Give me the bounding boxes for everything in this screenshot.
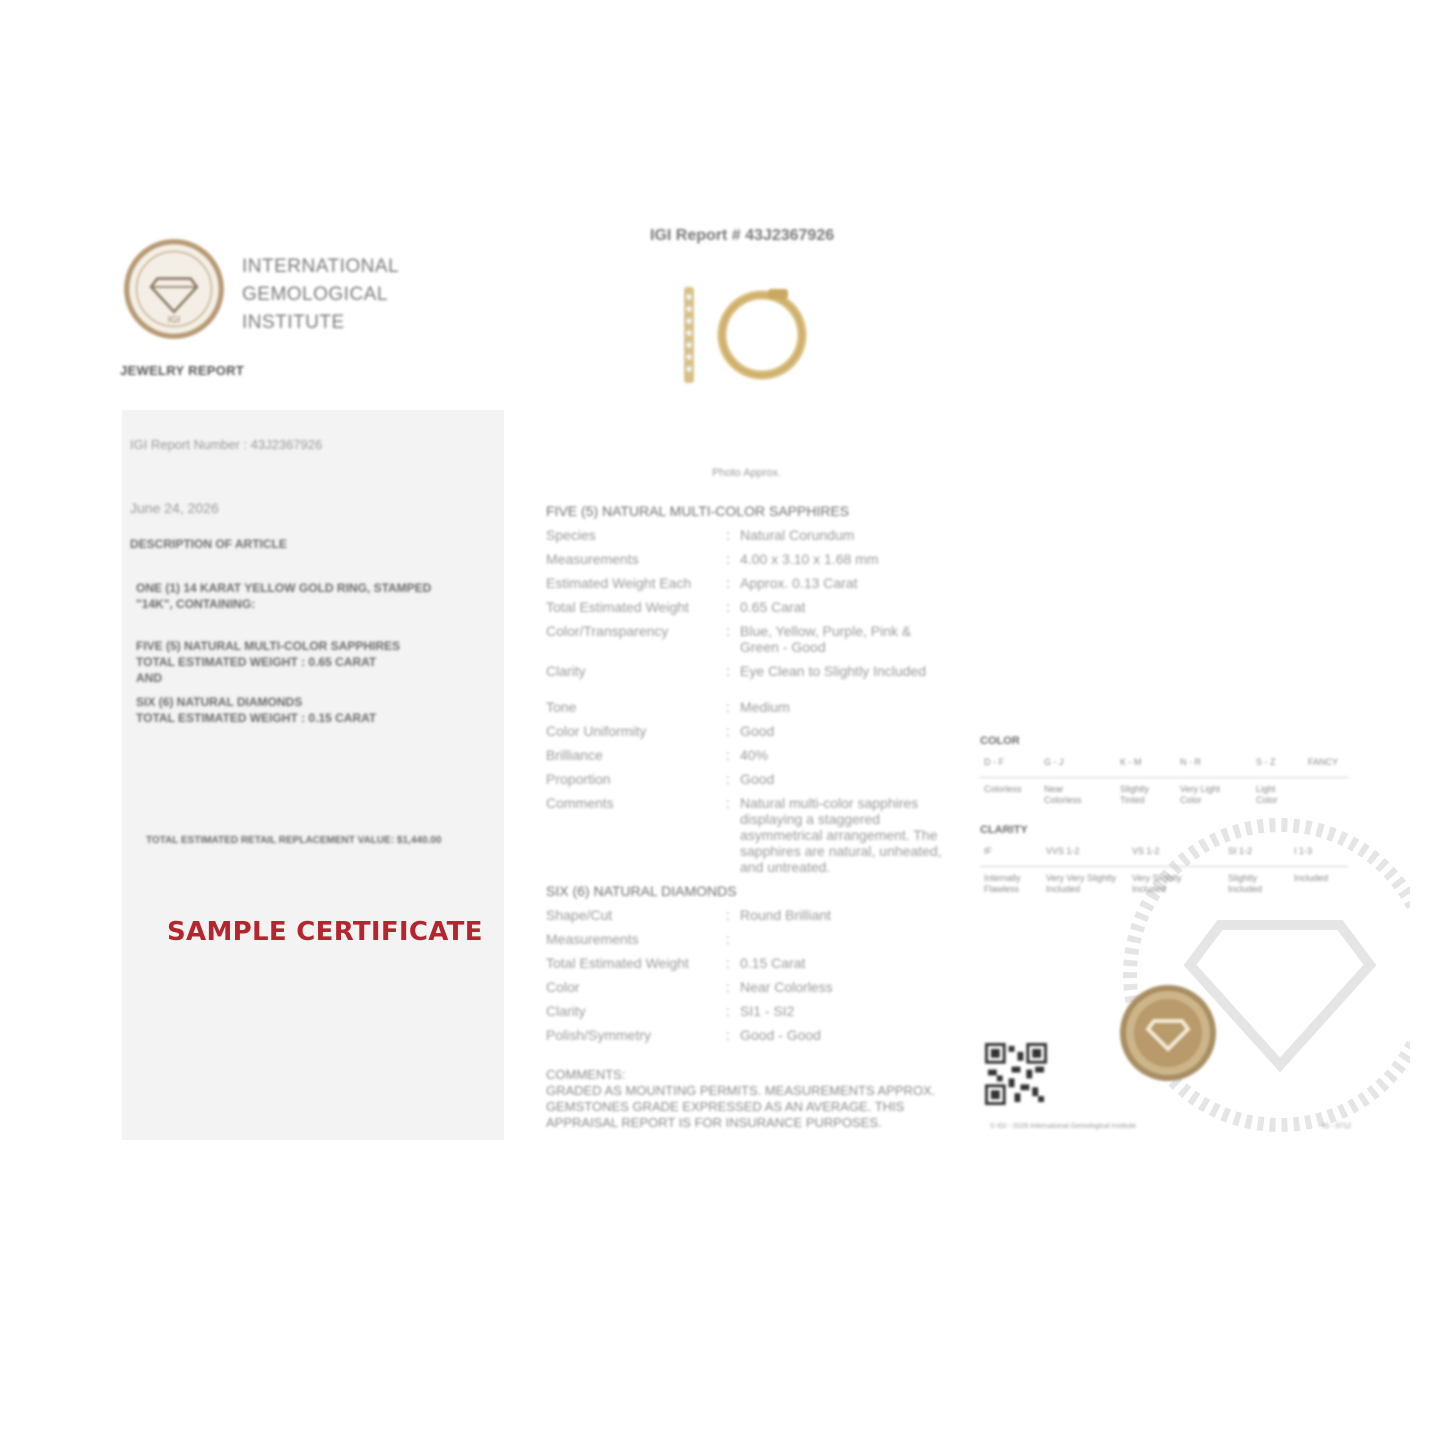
color-grades: D - F G - J K - M N - R S - Z FANCY	[984, 757, 1339, 767]
detail-row: Measurements : 4.00 x 3.10 x 1.68 mm	[546, 551, 879, 567]
detail-row: Comments : Natural multi-color sapphires displaying a staggered asymmetrical arrangement. The sapphires are natural, unheated, and untreated.	[546, 795, 942, 875]
detail-row: Color Uniformity : Good	[546, 723, 775, 739]
detail-row: Clarity : Eye Clean to Slightly Included	[546, 663, 926, 679]
report-number: IGI Report Number : 43J2367926	[130, 437, 323, 452]
detail-row: Color : Near Colorless	[546, 979, 833, 995]
detail-row: Estimated Weight Each : Approx. 0.13 Carat	[546, 575, 858, 591]
ring-photo	[682, 285, 832, 395]
article-panel	[122, 410, 504, 1140]
report-comments: COMMENTS: GRADED AS MOUNTING PERMITS. MEASUREMENTS APPROX. GEMSTONES GRADE EXPRESSED AS AN AVERAGE. THIS APPRAISAL REPORT IS FOR INSURANCE PURPOSES.	[546, 1067, 936, 1130]
certificate	[60, 205, 1405, 1150]
org-name: INTERNATIONAL GEMOLOGICAL INSTITUTE	[242, 256, 400, 333]
article-description: ONE (1) 14 KARAT YELLOW GOLD RING, STAMPED "14K", CONTAINING:	[136, 581, 432, 611]
detail-row: Total Estimated Weight : 0.65 Carat	[546, 599, 806, 615]
copyright: © IGI - 2026 International Gemological Institute	[990, 1123, 1137, 1130]
sapphire-heading: FIVE (5) NATURAL MULTI-COLOR SAPPHIRES	[546, 503, 850, 519]
diamond-heading: SIX (6) NATURAL DIAMONDS	[546, 883, 737, 899]
igi-seal-icon	[122, 237, 226, 341]
clarity-descriptions: Internally Flawless Very Very Slightly Included Very Slightly Included Slightly Included Included	[984, 873, 1329, 894]
gold-seal-icon	[1118, 983, 1218, 1083]
sapphire-summary: FIVE (5) NATURAL MULTI-COLOR SAPPHIRES TOTAL ESTIMATED WEIGHT : 0.65 CARAT AND	[136, 639, 400, 685]
detail-row: Tone : Medium	[546, 699, 790, 715]
sapphire-details	[546, 503, 946, 875]
detail-row: Measurements :	[546, 931, 730, 947]
detail-row: Polish/Symmetry : Good - Good	[546, 1027, 821, 1043]
seal-text: IGI	[167, 314, 181, 325]
description-heading: DESCRIPTION OF ARTICLE	[130, 537, 287, 551]
clarity-scale-bar	[980, 866, 1348, 867]
detail-row: Total Estimated Weight : 0.15 Carat	[546, 955, 806, 971]
grading-scales	[980, 735, 1360, 899]
qr-code-icon	[985, 1043, 1047, 1105]
replacement-value: TOTAL ESTIMATED RETAIL REPLACEMENT VALUE: $1,440.00	[146, 835, 442, 846]
detail-row: Shape/Cut : Round Brilliant	[546, 907, 832, 923]
clarity-scale-heading: CLARITY	[980, 824, 1028, 836]
diamond-details	[546, 883, 946, 1043]
report-type: JEWELRY REPORT	[120, 363, 245, 378]
detail-row: Species : Natural Corundum	[546, 527, 855, 543]
detail-row: Brilliance : 40%	[546, 747, 769, 763]
diamond-summary: SIX (6) NATURAL DIAMONDS TOTAL ESTIMATED WEIGHT : 0.15 CARAT	[136, 695, 377, 725]
clarity-grades: IF VVS 1-2 VS 1-2 SI 1-2 I 1-3	[984, 846, 1313, 856]
color-descriptions: Colorless Near Colorless Slightly Tinted Very Light Color Light Color	[984, 784, 1278, 805]
color-scale-bar	[980, 777, 1348, 778]
detail-row: Clarity : SI1 - SI2	[546, 1003, 795, 1019]
report-number-title: IGI Report # 43J2367926	[650, 227, 835, 244]
sample-certificate-label: SAMPLE CERTIFICATE	[167, 917, 483, 947]
color-scale-heading: COLOR	[980, 735, 1020, 747]
report-date: June 24, 2026	[130, 500, 219, 516]
detail-row: Color/Transparency : Blue, Yellow, Purple, Pink & Green - Good	[546, 623, 912, 655]
photo-caption: Photo Approx.	[712, 467, 782, 479]
form-code: IG - 0712	[1322, 1123, 1352, 1130]
detail-row: Proportion : Good	[546, 771, 775, 787]
